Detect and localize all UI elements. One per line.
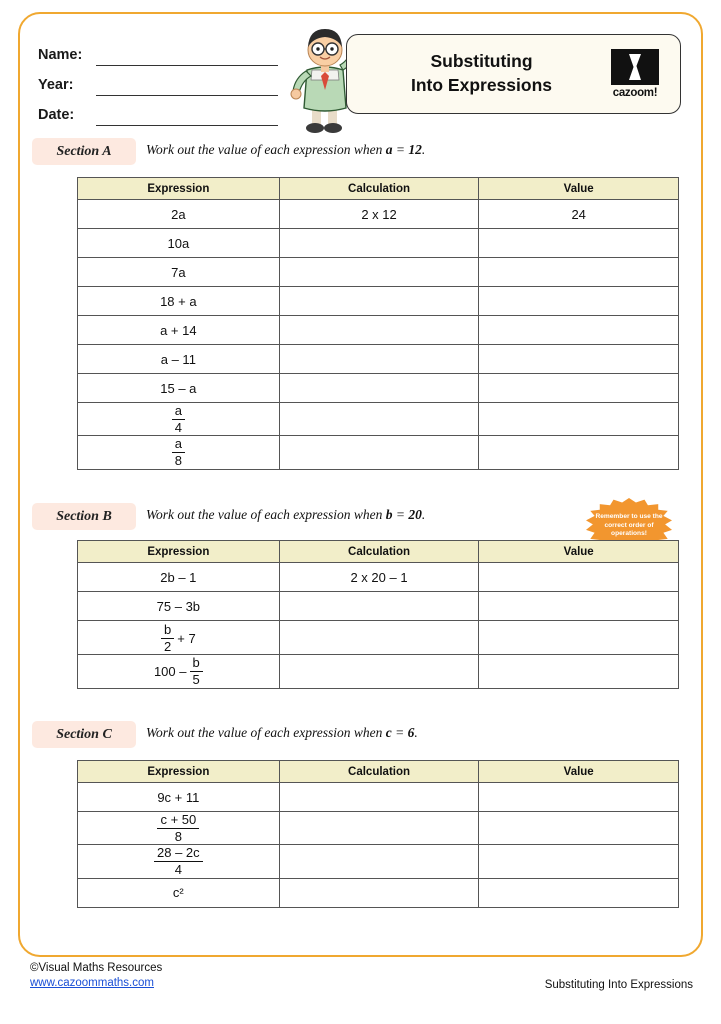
section-b-label: Section B [56, 508, 112, 524]
section-c-instruction-post: . [414, 725, 418, 740]
section-b-table [77, 540, 679, 689]
cell-value[interactable] [479, 655, 679, 688]
col-header-value: Value [479, 761, 679, 783]
cell-value[interactable] [479, 316, 679, 345]
section-c-instruction-pre: Work out the value of each expression when [146, 725, 386, 740]
cell-value[interactable] [479, 592, 679, 621]
table-row [78, 878, 679, 907]
cell-value[interactable] [479, 845, 679, 878]
student-info-block [38, 36, 278, 126]
table-row [78, 592, 679, 621]
name-input-line[interactable] [96, 49, 278, 66]
section-b-instruction-post: . [421, 507, 426, 522]
cell-value[interactable] [479, 403, 679, 436]
cell-expression [78, 655, 280, 688]
cell-calculation[interactable] [279, 229, 479, 258]
table-row [78, 229, 679, 258]
cell-expression [78, 621, 280, 655]
cell-calculation[interactable] [279, 258, 479, 287]
cell-expression: 10a [78, 229, 280, 258]
expression-b-over-2-plus-7 [161, 623, 196, 653]
cell-expression: 75 – 3b [78, 592, 280, 621]
cell-value[interactable] [479, 621, 679, 655]
cell-calculation[interactable]: 2 x 12 [279, 200, 479, 229]
cell-expression: 9c + 11 [78, 783, 280, 812]
fraction-28-minus-2c-over-4: $\frac{28 - 2c}{4}$ [154, 846, 203, 876]
cell-value[interactable] [479, 436, 679, 469]
table-row [78, 655, 679, 688]
cell-calculation[interactable] [279, 403, 479, 436]
table-row [78, 200, 679, 229]
worksheet-title-box [346, 34, 681, 114]
table-row [78, 812, 679, 845]
footer-title: Substituting Into Expressions [544, 979, 693, 991]
cell-value[interactable] [479, 374, 679, 403]
reminder-text: Remember to use the correct order of operations! [595, 513, 663, 538]
cell-calculation[interactable] [279, 436, 479, 469]
expression-100-minus-b-over-5 [154, 656, 203, 686]
cell-expression [78, 403, 280, 436]
cell-expression [78, 812, 280, 845]
cell-value[interactable] [479, 812, 679, 845]
cell-value[interactable] [479, 229, 679, 258]
table-header-row [78, 761, 679, 783]
date-input-line[interactable] [96, 109, 278, 126]
fraction-a-over-4: $\frac{a}{4}$ [172, 404, 185, 434]
cell-calculation[interactable] [279, 812, 479, 845]
cell-value[interactable] [479, 878, 679, 907]
table-row [78, 845, 679, 878]
title-line-1: Substituting [430, 51, 533, 72]
table-row [78, 403, 679, 436]
cell-expression: 18 + a [78, 287, 280, 316]
footer-credit [30, 962, 162, 989]
name-label: Name: [38, 47, 83, 63]
fraction-prefix: 100 – [153, 663, 187, 679]
table-row [78, 783, 679, 812]
section-c-pill [32, 721, 136, 748]
cell-expression: a – 11 [78, 345, 280, 374]
col-header-calculation: Calculation [279, 541, 479, 563]
table-row [78, 287, 679, 316]
name-field-row [38, 36, 278, 66]
section-c-value: 6 [407, 725, 415, 740]
cell-expression: 2b – 1 [78, 563, 280, 592]
fraction-a-over-8: $\frac{a}{8}$ [172, 437, 185, 467]
cell-calculation[interactable] [279, 783, 479, 812]
cell-expression: 7a [78, 258, 280, 287]
date-field-row [38, 96, 278, 126]
cell-calculation[interactable] [279, 592, 479, 621]
table-row [78, 345, 679, 374]
section-a-label: Section A [56, 143, 112, 159]
table-row [78, 316, 679, 345]
cell-value[interactable]: 24 [479, 200, 679, 229]
hourglass-icon [611, 49, 659, 85]
cell-expression [78, 436, 280, 469]
cell-calculation[interactable] [279, 316, 479, 345]
cell-calculation[interactable] [279, 621, 479, 655]
fraction-b-over-2: $\frac{b}{2}$ [161, 623, 174, 653]
cell-calculation[interactable] [279, 374, 479, 403]
col-header-value: Value [479, 541, 679, 563]
section-b-value: 20 [408, 507, 422, 522]
date-label: Date: [38, 107, 75, 123]
cell-expression: a + 14 [78, 316, 280, 345]
section-a-variable: a [385, 142, 393, 157]
section-a-header [18, 138, 703, 166]
section-a-instruction-pre: Work out the value of each expression when [146, 142, 386, 157]
worksheet-header [18, 18, 703, 130]
cell-calculation[interactable] [279, 878, 479, 907]
section-c-table [77, 760, 679, 908]
year-label: Year: [38, 77, 74, 93]
section-c-instruction [146, 725, 418, 741]
year-input-line[interactable] [96, 79, 278, 96]
col-header-calculation: Calculation [279, 178, 479, 200]
section-c-label: Section C [56, 726, 112, 742]
section-a-value: 12 [408, 142, 422, 157]
cell-expression: 2a [78, 200, 280, 229]
cell-calculation[interactable] [279, 845, 479, 878]
table-row [78, 436, 679, 469]
section-a-table [77, 177, 679, 470]
col-header-expression: Expression [78, 541, 280, 563]
section-a-equals: = [392, 142, 409, 157]
section-a-pill [32, 138, 136, 165]
cell-calculation[interactable]: 2 x 20 – 1 [279, 563, 479, 592]
fraction-c-plus-50-over-8: $\frac{c + 50}{8}$ [157, 813, 199, 843]
section-b-equals: = [392, 507, 409, 522]
table-row [78, 258, 679, 287]
table-header-row [78, 541, 679, 563]
cell-expression: 15 – a [78, 374, 280, 403]
section-c-header [18, 721, 703, 749]
cell-calculation[interactable] [279, 345, 479, 374]
col-header-calculation: Calculation [279, 761, 479, 783]
section-b-pill [32, 503, 136, 530]
cell-expression: c² [78, 878, 280, 907]
section-b-variable: b [385, 507, 393, 522]
year-field-row [38, 66, 278, 96]
cell-calculation[interactable] [279, 287, 479, 316]
website-link[interactable]: www.cazoommaths.com [30, 977, 154, 989]
cell-value[interactable] [479, 563, 679, 592]
col-header-value: Value [479, 178, 679, 200]
cell-expression [78, 845, 280, 878]
cell-value[interactable] [479, 783, 679, 812]
section-c-equals: = [391, 725, 408, 740]
col-header-expression: Expression [78, 178, 280, 200]
table-row [78, 563, 679, 592]
copyright-text: ©Visual Maths Resources [30, 962, 163, 974]
cell-value[interactable] [479, 287, 679, 316]
title-line-2: Into Expressions [410, 75, 552, 95]
cell-calculation[interactable] [279, 655, 479, 688]
section-a-instruction [146, 142, 425, 158]
cazoom-logo [598, 43, 672, 105]
cell-value[interactable] [479, 345, 679, 374]
section-b-instruction [146, 507, 425, 523]
col-header-expression: Expression [78, 761, 280, 783]
cell-value[interactable] [479, 258, 679, 287]
table-header-row [78, 178, 679, 200]
table-row [78, 374, 679, 403]
logo-wordmark: cazoom! [612, 87, 658, 99]
table-row [78, 621, 679, 655]
fraction-b-over-5: $\frac{b}{5}$ [190, 656, 203, 686]
section-c-variable: c [385, 725, 392, 740]
section-b-instruction-pre: Work out the value of each expression when [146, 507, 386, 522]
section-a-instruction-post: . [421, 142, 426, 157]
fraction-suffix: + 7 [177, 630, 196, 646]
page-title [347, 50, 598, 97]
